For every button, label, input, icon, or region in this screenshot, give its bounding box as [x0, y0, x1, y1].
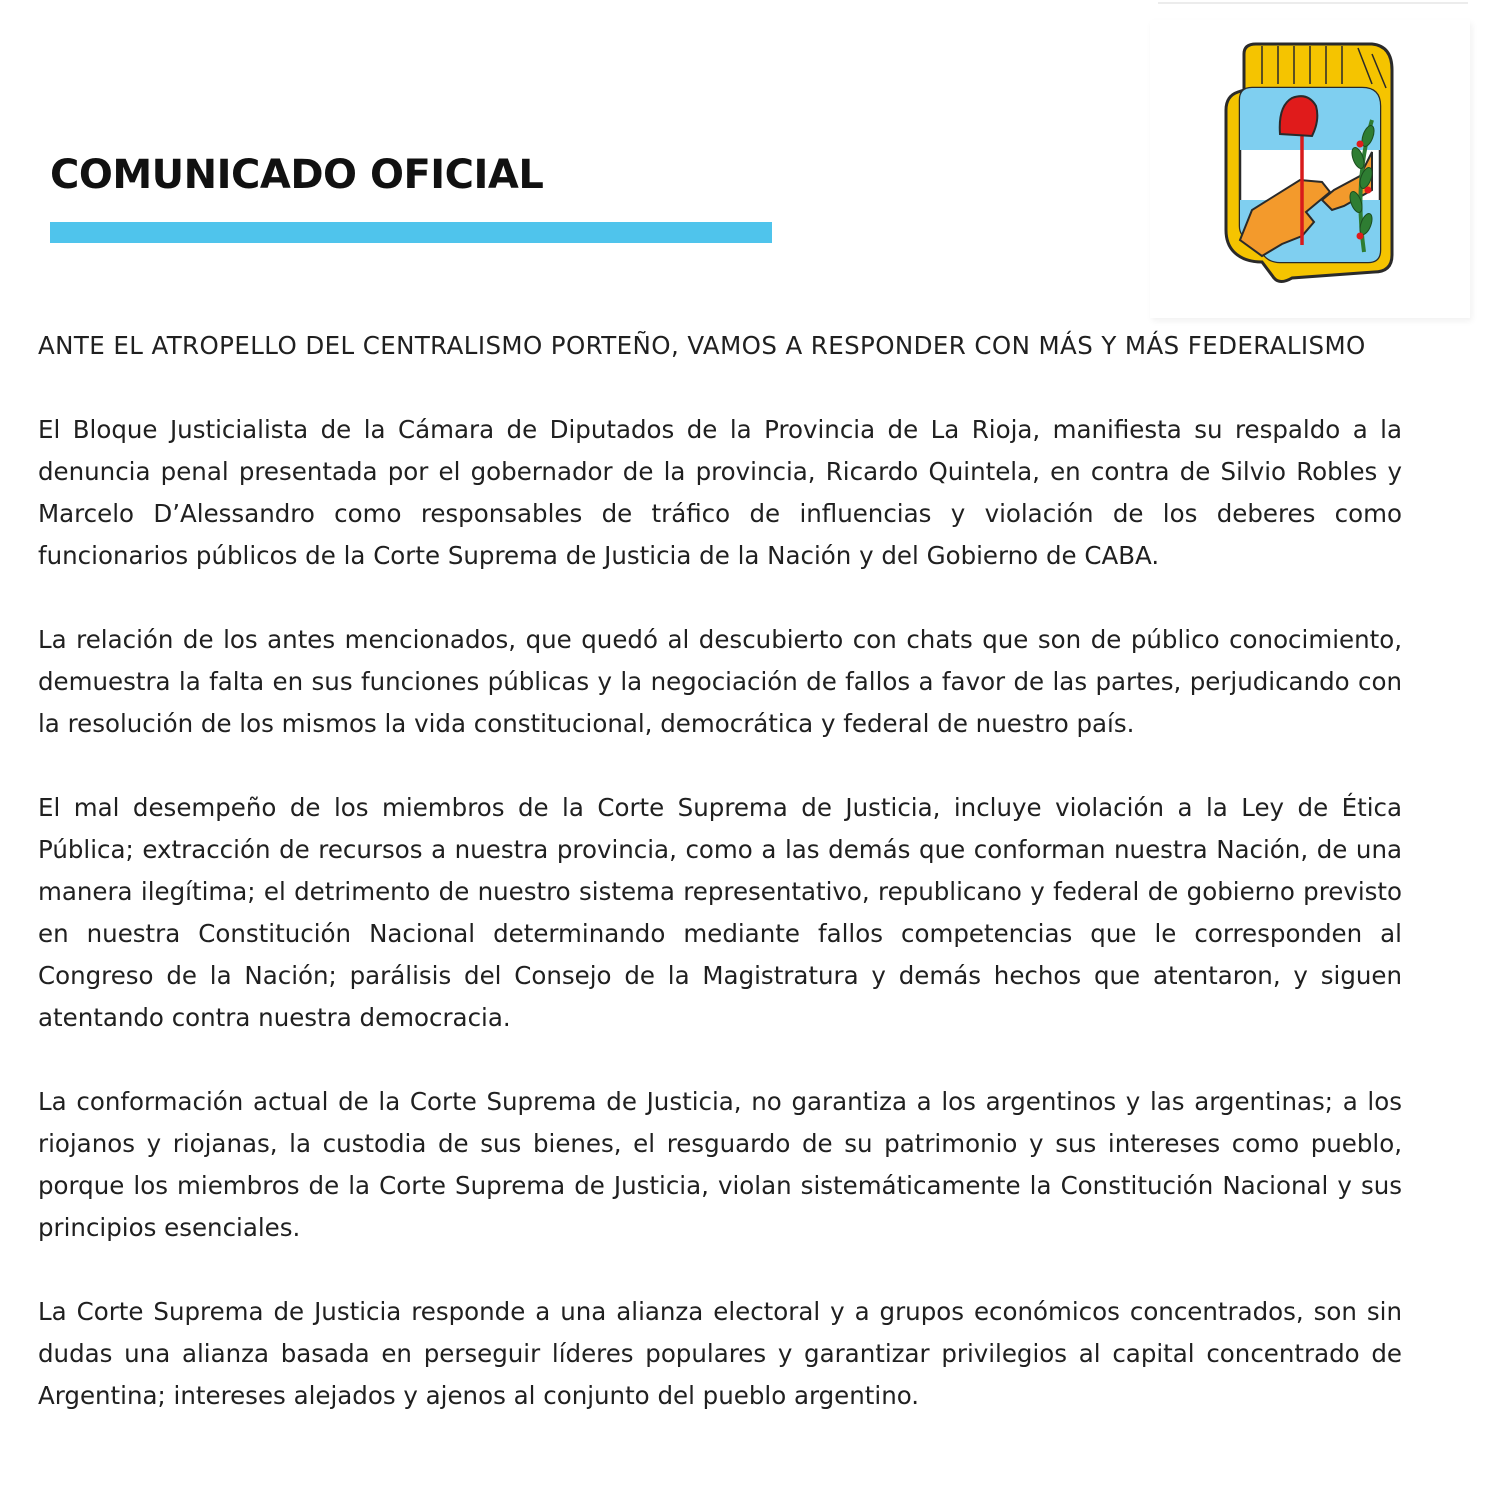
- party-shield-logo-icon: [1222, 40, 1397, 288]
- page-title: COMUNICADO OFICIAL: [50, 152, 544, 198]
- body-paragraph: El mal desempeño de los miembros de la Corte Suprema de Justicia, incluye violación a la Ley de Ética Pública; extracción de recursos a nuestra provincia, como a las demás que conforman nuestra Nación, de una manera ilegítima; el detrimento de nuestro sistema representativo, republicano y federal de gobierno previsto en nuestra Constitución Nacional determinando mediante fallos competencias que le corresponden al Congreso de la Nación; parálisis del Consejo de la Magistratura y demás hechos que atentaron, y siguen atentando contra nuestra democracia.: [38, 793, 1402, 1032]
- headline-paragraph: ANTE EL ATROPELLO DEL CENTRALISMO PORTEÑO, VAMOS A RESPONDER CON MÁS Y MÁS FEDERALISMO: [38, 331, 1366, 360]
- statement-body: [38, 325, 1402, 1459]
- body-paragraph: La conformación actual de la Corte Suprema de Justicia, no garantiza a los argentinos y las argentinas; a los riojanos y riojanas, la custodia de sus bienes, el resguardo de su patrimonio y sus intereses como pueblo, porque los miembros de la Corte Suprema de Justicia, violan sistemáticamente la Constitución Nacional y sus principios esenciales.: [38, 1087, 1402, 1242]
- body-paragraph: La relación de los antes mencionados, que quedó al descubierto con chats que son de público conocimiento, demuestra la falta en sus funciones públicas y la negociación de fallos a favor de las partes, perjudicando con la resolución de los mismos la vida constitucional, democrática y federal de nuestro país.: [38, 625, 1402, 738]
- title-accent-bar: [50, 222, 772, 243]
- body-paragraph: La Corte Suprema de Justicia responde a una alianza electoral y a grupos económicos concentrados, son sin dudas una alianza basada en perseguir líderes populares y garantizar privilegios al capital concentrado de Argentina; intereses alejados y ajenos al conjunto del pueblo argentino.: [38, 1297, 1402, 1410]
- body-paragraph: El Bloque Justicialista de la Cámara de Diputados de la Provincia de La Rioja, manifiesta su respaldo a la denuncia penal presentada por el gobernador de la provincia, Ricardo Quintela, en contra de Silvio Robles y Marcelo D’Alessandro como responsables de tráfico de influencias y violación de los deberes como funcionarios públicos de la Corte Suprema de Justicia de la Nación y del Gobierno de CABA.: [38, 415, 1402, 570]
- top-divider: [1158, 2, 1468, 4]
